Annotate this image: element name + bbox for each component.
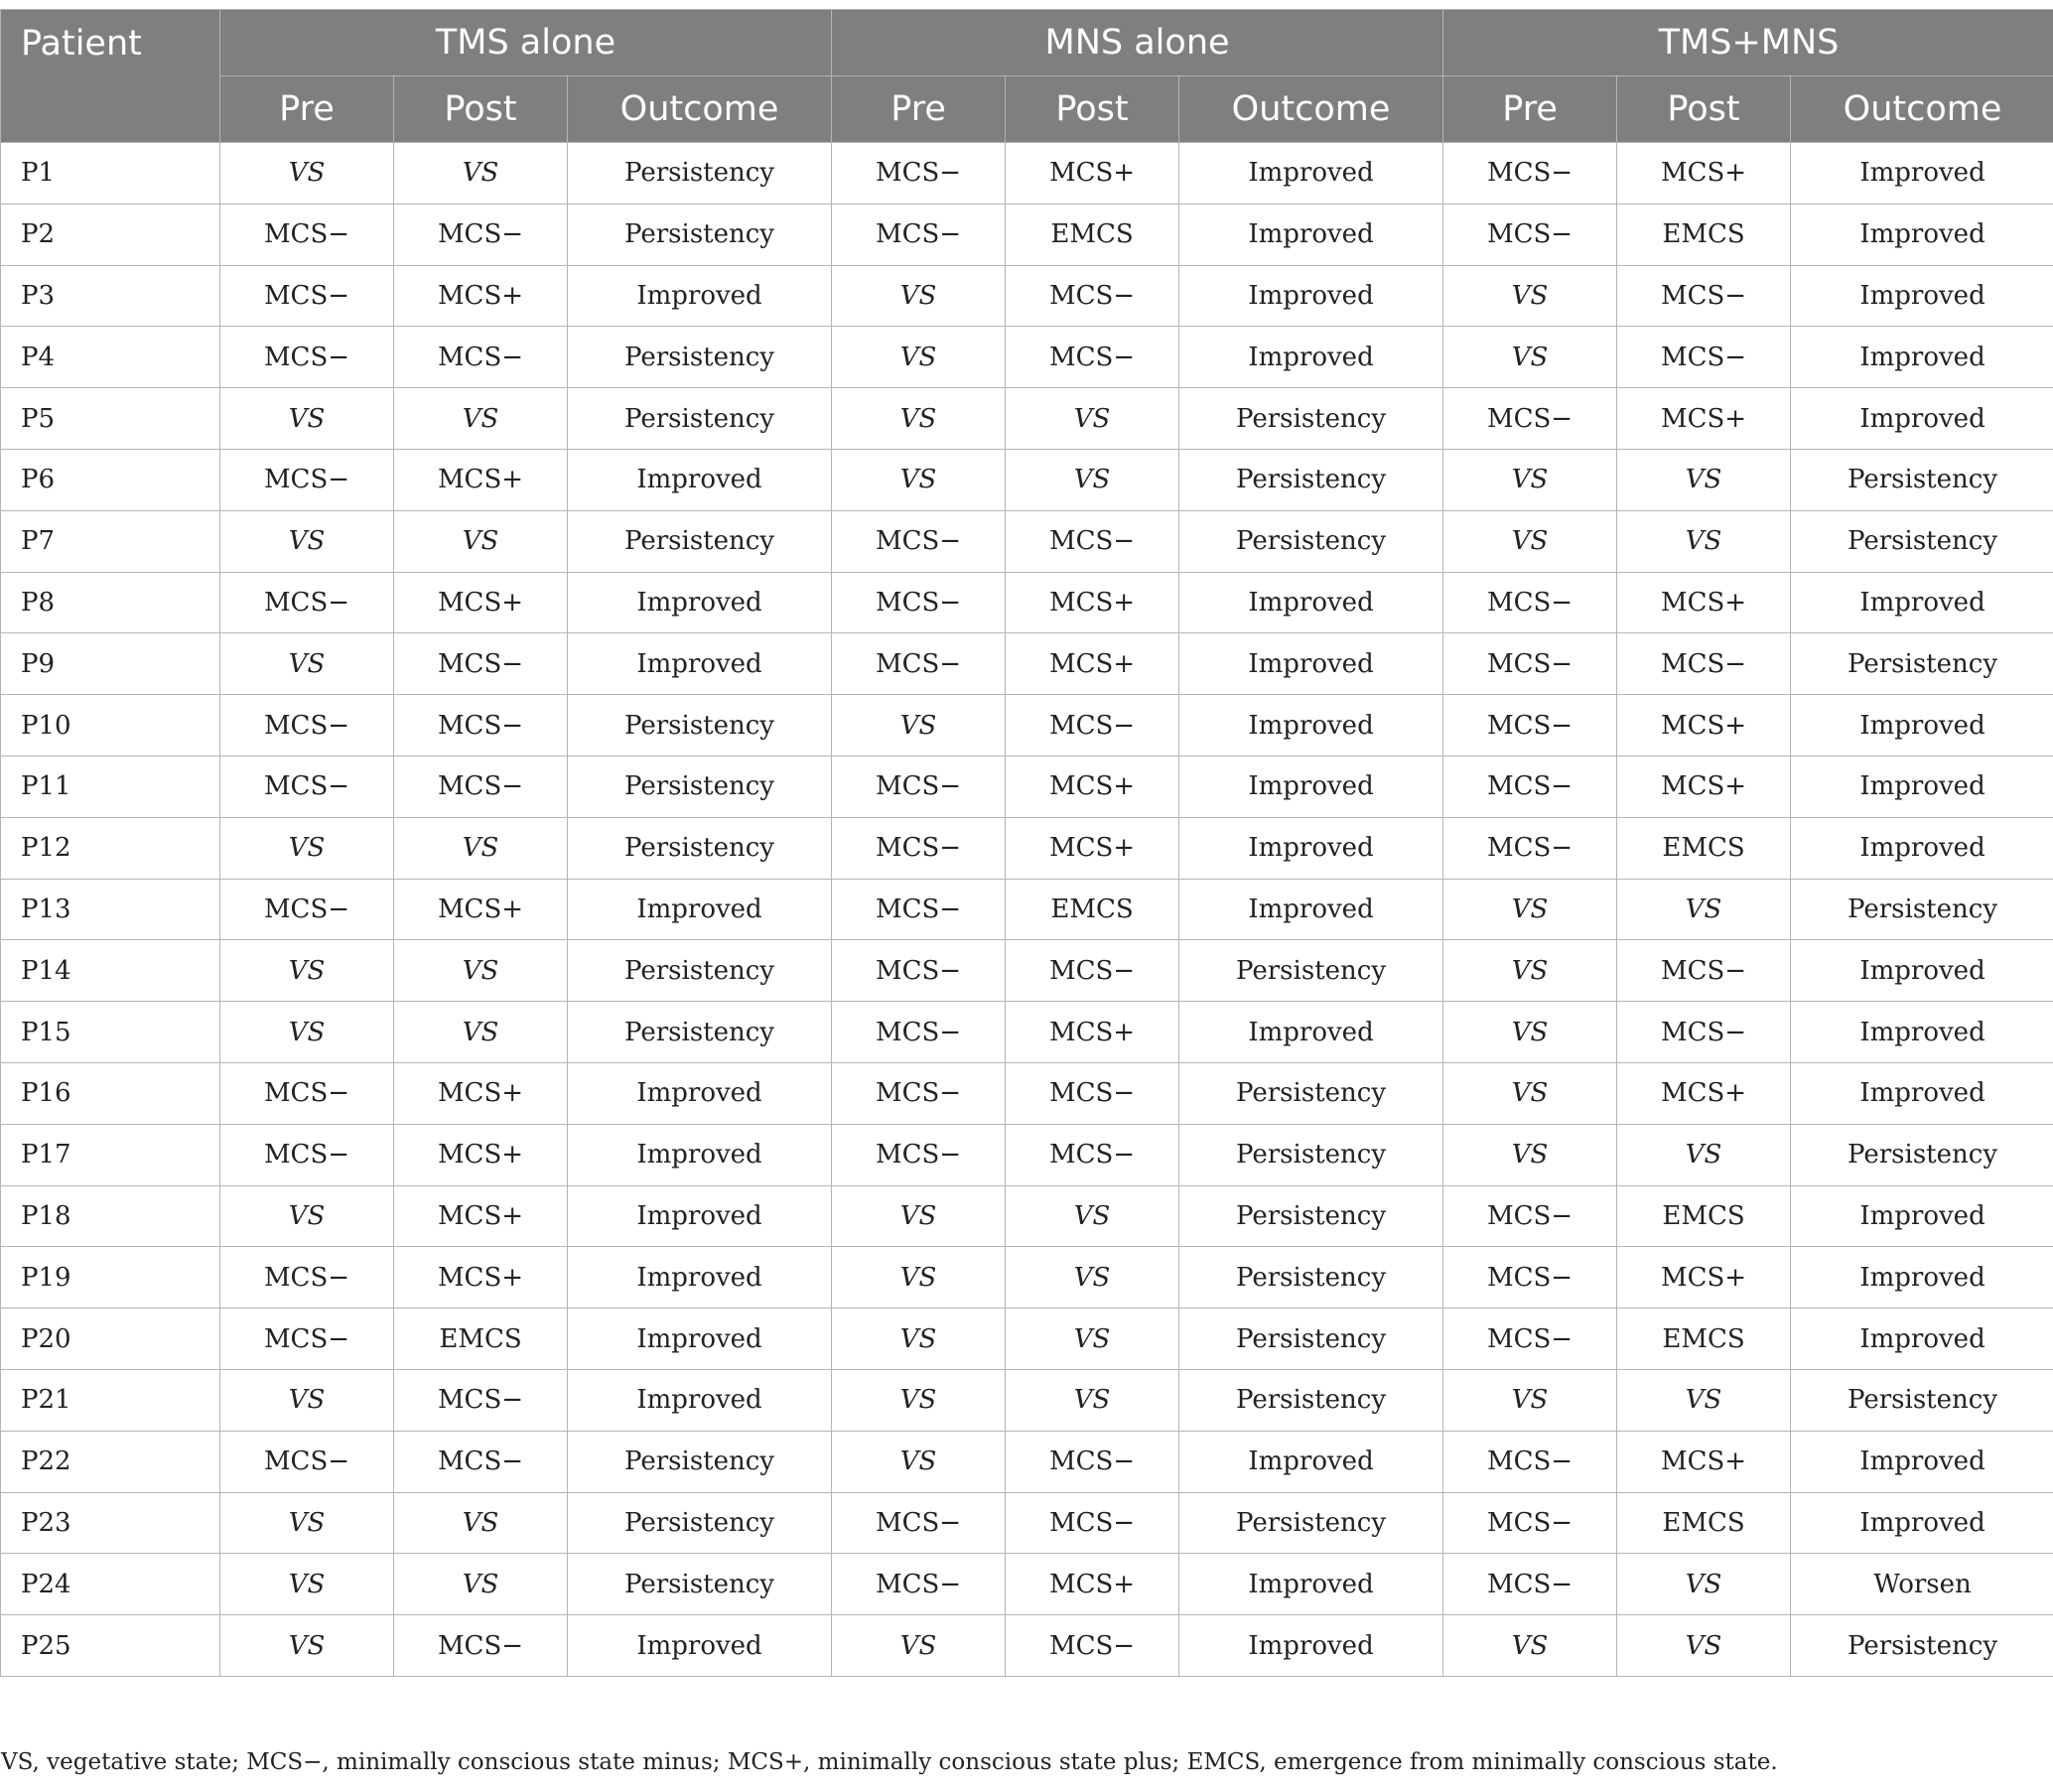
patient-id-cell: P12 — [1, 817, 220, 879]
state-cell: MCS− — [1443, 1309, 1617, 1370]
table-row — [1, 327, 2053, 388]
table-row — [1, 510, 2053, 572]
outcome-cell: Persistency — [1179, 1185, 1443, 1247]
outcome-cell: Persistency — [568, 143, 832, 205]
state-cell: VS — [394, 510, 568, 572]
state-cell: MCS− — [394, 695, 568, 757]
state-cell: VS — [832, 1615, 1006, 1677]
state-cell: VS — [220, 940, 394, 1002]
state-cell: MCS− — [1617, 265, 1791, 327]
patient-id-cell: P25 — [1, 1615, 220, 1677]
state-cell: MCS+ — [394, 1185, 568, 1247]
patient-id-cell: P23 — [1, 1492, 220, 1554]
state-cell: VS — [1443, 1124, 1617, 1185]
outcome-cell: Persistency — [568, 695, 832, 757]
patient-id-cell: P21 — [1, 1369, 220, 1431]
outcome-cell: Improved — [1791, 940, 2053, 1002]
table-row — [1, 1185, 2053, 1247]
state-cell: MCS+ — [1006, 817, 1179, 879]
outcome-cell: Improved — [1791, 1309, 2053, 1370]
outcome-cell: Persistency — [1791, 633, 2053, 695]
outcome-cell: Persistency — [1791, 1369, 2053, 1431]
outcome-cell: Improved — [1791, 327, 2053, 388]
state-cell: VS — [832, 1309, 1006, 1370]
state-cell: VS — [1617, 510, 1791, 572]
state-cell: VS — [832, 1431, 1006, 1492]
header-outcome: Outcome — [1179, 76, 1443, 143]
outcome-cell: Improved — [568, 1185, 832, 1247]
outcome-cell: Improved — [1179, 817, 1443, 879]
state-cell: MCS− — [1006, 1492, 1179, 1554]
state-cell: VS — [1617, 449, 1791, 510]
outcome-cell: Improved — [1791, 1002, 2053, 1063]
outcome-cell: Improved — [568, 1124, 832, 1185]
state-cell: MCS− — [394, 1369, 568, 1431]
outcome-cell: Persistency — [568, 327, 832, 388]
outcome-cell: Improved — [1179, 143, 1443, 205]
state-cell: VS — [832, 1369, 1006, 1431]
outcome-cell: Improved — [1179, 756, 1443, 817]
table-row — [1, 940, 2053, 1002]
outcome-cell: Improved — [1179, 1554, 1443, 1615]
state-cell: VS — [220, 1185, 394, 1247]
state-cell: VS — [394, 1002, 568, 1063]
outcome-cell: Improved — [568, 1615, 832, 1677]
state-cell: VS — [1443, 1615, 1617, 1677]
state-cell: MCS+ — [394, 449, 568, 510]
data-table — [0, 9, 2053, 1677]
outcome-cell: Improved — [1791, 1431, 2053, 1492]
table-row — [1, 1247, 2053, 1309]
outcome-cell: Improved — [1791, 817, 2053, 879]
state-cell: VS — [220, 1002, 394, 1063]
header-patient: Patient — [1, 10, 220, 143]
patient-id-cell: P13 — [1, 879, 220, 940]
state-cell: EMCS — [1006, 204, 1179, 265]
table-row — [1, 1062, 2053, 1124]
patient-id-cell: P24 — [1, 1554, 220, 1615]
state-cell: MCS− — [1617, 633, 1791, 695]
state-cell: EMCS — [1617, 1185, 1791, 1247]
state-cell: MCS− — [220, 1062, 394, 1124]
state-cell: MCS− — [1443, 1554, 1617, 1615]
state-cell: VS — [1006, 388, 1179, 450]
outcome-cell: Persistency — [568, 817, 832, 879]
state-cell: VS — [832, 1185, 1006, 1247]
outcome-cell: Persistency — [1791, 510, 2053, 572]
outcome-cell: Persistency — [568, 1554, 832, 1615]
table-row — [1, 265, 2053, 327]
state-cell: MCS− — [832, 1554, 1006, 1615]
outcome-cell: Persistency — [1179, 1124, 1443, 1185]
outcome-cell: Improved — [1791, 204, 2053, 265]
patient-id-cell: P18 — [1, 1185, 220, 1247]
state-cell: VS — [394, 940, 568, 1002]
state-cell: VS — [1006, 1185, 1179, 1247]
header-pre: Pre — [832, 76, 1006, 143]
state-cell: MCS− — [1443, 1247, 1617, 1309]
outcome-cell: Improved — [1179, 1002, 1443, 1063]
outcome-cell: Persistency — [1179, 1309, 1443, 1370]
state-cell: VS — [1617, 1369, 1791, 1431]
state-cell: MCS+ — [1006, 572, 1179, 633]
outcome-cell: Improved — [568, 1062, 832, 1124]
state-cell: MCS− — [832, 204, 1006, 265]
state-cell: VS — [1006, 449, 1179, 510]
state-cell: VS — [394, 388, 568, 450]
outcome-cell: Improved — [568, 1247, 832, 1309]
outcome-cell: Improved — [1791, 265, 2053, 327]
table-row — [1, 756, 2053, 817]
outcome-cell: Improved — [568, 879, 832, 940]
header-sub-row — [1, 76, 2053, 143]
state-cell: VS — [220, 388, 394, 450]
state-cell: VS — [220, 1369, 394, 1431]
state-cell: MCS− — [220, 327, 394, 388]
state-cell: VS — [220, 1615, 394, 1677]
state-cell: VS — [394, 1492, 568, 1554]
state-cell: MCS+ — [1617, 695, 1791, 757]
state-cell: MCS+ — [1006, 756, 1179, 817]
outcome-cell: Persistency — [1179, 449, 1443, 510]
patient-id-cell: P5 — [1, 388, 220, 450]
state-cell: MCS− — [832, 817, 1006, 879]
outcome-cell: Persistency — [1179, 1492, 1443, 1554]
state-cell: MCS− — [1443, 204, 1617, 265]
state-cell: MCS− — [832, 143, 1006, 205]
state-cell: VS — [832, 695, 1006, 757]
patient-id-cell: P10 — [1, 695, 220, 757]
table-row — [1, 204, 2053, 265]
state-cell: VS — [832, 265, 1006, 327]
outcome-cell: Improved — [1179, 633, 1443, 695]
state-cell: EMCS — [1006, 879, 1179, 940]
state-cell: MCS− — [220, 265, 394, 327]
state-cell: MCS− — [220, 695, 394, 757]
state-cell: MCS− — [832, 633, 1006, 695]
state-cell: MCS− — [1443, 1492, 1617, 1554]
state-cell: MCS− — [1006, 1431, 1179, 1492]
header-post: Post — [394, 76, 568, 143]
state-cell: VS — [220, 633, 394, 695]
outcome-cell: Improved — [1791, 1247, 2053, 1309]
outcome-cell: Persistency — [1179, 1062, 1443, 1124]
table-row — [1, 572, 2053, 633]
state-cell: MCS− — [1006, 1615, 1179, 1677]
patient-id-cell: P7 — [1, 510, 220, 572]
state-cell: VS — [1443, 265, 1617, 327]
state-cell: VS — [1443, 879, 1617, 940]
table-row — [1, 449, 2053, 510]
state-cell: MCS− — [1617, 940, 1791, 1002]
state-cell: VS — [832, 388, 1006, 450]
state-cell: VS — [394, 817, 568, 879]
state-cell: MCS+ — [1617, 756, 1791, 817]
state-cell: VS — [1617, 1615, 1791, 1677]
outcome-cell: Persistency — [568, 1431, 832, 1492]
state-cell: VS — [220, 143, 394, 205]
patient-id-cell: P19 — [1, 1247, 220, 1309]
patient-id-cell: P6 — [1, 449, 220, 510]
patient-id-cell: P17 — [1, 1124, 220, 1185]
header-group-tms-mns: TMS+MNS — [1443, 10, 2053, 76]
header-post: Post — [1617, 76, 1791, 143]
outcome-cell: Persistency — [1179, 388, 1443, 450]
outcome-cell: Persistency — [1179, 1369, 1443, 1431]
state-cell: MCS− — [1443, 1185, 1617, 1247]
state-cell: MCS− — [394, 633, 568, 695]
state-cell: MCS− — [832, 940, 1006, 1002]
outcome-cell: Improved — [1179, 327, 1443, 388]
state-cell: EMCS — [1617, 1492, 1791, 1554]
outcome-cell: Persistency — [1179, 1247, 1443, 1309]
state-cell: VS — [1006, 1309, 1179, 1370]
state-cell: MCS− — [832, 1492, 1006, 1554]
state-cell: MCS− — [394, 204, 568, 265]
patient-id-cell: P3 — [1, 265, 220, 327]
state-cell: VS — [1006, 1247, 1179, 1309]
outcome-cell: Improved — [1791, 1185, 2053, 1247]
state-cell: MCS− — [220, 1431, 394, 1492]
table-row — [1, 388, 2053, 450]
state-cell: MCS− — [1006, 510, 1179, 572]
table-row — [1, 1369, 2053, 1431]
table-row — [1, 817, 2053, 879]
table-row — [1, 1554, 2053, 1615]
outcome-cell: Improved — [1179, 695, 1443, 757]
state-cell: MCS− — [1006, 265, 1179, 327]
state-cell: VS — [832, 1247, 1006, 1309]
outcome-cell: Persistency — [568, 510, 832, 572]
table-row — [1, 143, 2053, 205]
outcome-cell: Improved — [1791, 756, 2053, 817]
state-cell: MCS− — [1617, 1002, 1791, 1063]
table-row — [1, 1615, 2053, 1677]
state-cell: MCS+ — [394, 1062, 568, 1124]
state-cell: VS — [1006, 1369, 1179, 1431]
state-cell: VS — [220, 1492, 394, 1554]
patient-id-cell: P15 — [1, 1002, 220, 1063]
table-row — [1, 1309, 2053, 1370]
state-cell: MCS− — [220, 1124, 394, 1185]
state-cell: VS — [1443, 327, 1617, 388]
state-cell: MCS− — [1443, 695, 1617, 757]
state-cell: EMCS — [1617, 817, 1791, 879]
table-body — [1, 143, 2053, 1677]
outcome-cell: Persistency — [1791, 1615, 2053, 1677]
outcome-cell: Persistency — [1791, 879, 2053, 940]
state-cell: MCS− — [1443, 572, 1617, 633]
outcome-cell: Improved — [1791, 695, 2053, 757]
state-cell: MCS− — [1443, 633, 1617, 695]
state-cell: MCS− — [1006, 327, 1179, 388]
patient-id-cell: P20 — [1, 1309, 220, 1370]
outcome-cell: Improved — [568, 572, 832, 633]
state-cell: MCS− — [832, 879, 1006, 940]
patient-id-cell: P16 — [1, 1062, 220, 1124]
table-row — [1, 1492, 2053, 1554]
state-cell: MCS− — [1617, 327, 1791, 388]
header-outcome: Outcome — [568, 76, 832, 143]
state-cell: MCS+ — [1006, 143, 1179, 205]
state-cell: MCS− — [1006, 695, 1179, 757]
outcome-cell: Improved — [568, 449, 832, 510]
state-cell: MCS− — [220, 204, 394, 265]
state-cell: MCS+ — [1617, 572, 1791, 633]
state-cell: VS — [1443, 1062, 1617, 1124]
header-group-row — [1, 10, 2053, 76]
outcome-cell: Persistency — [1179, 510, 1443, 572]
outcome-cell: Improved — [1791, 1062, 2053, 1124]
patient-id-cell: P9 — [1, 633, 220, 695]
state-cell: MCS− — [832, 1002, 1006, 1063]
state-cell: MCS− — [832, 1124, 1006, 1185]
state-cell: MCS+ — [1617, 143, 1791, 205]
outcome-cell: Improved — [1179, 204, 1443, 265]
state-cell: MCS+ — [394, 265, 568, 327]
state-cell: MCS+ — [394, 1124, 568, 1185]
table-row — [1, 1002, 2053, 1063]
state-cell: VS — [1443, 940, 1617, 1002]
outcome-cell: Persistency — [568, 940, 832, 1002]
outcome-cell: Improved — [1791, 143, 2053, 205]
state-cell: VS — [394, 1554, 568, 1615]
state-cell: MCS− — [220, 756, 394, 817]
state-cell: VS — [394, 143, 568, 205]
table-header — [1, 10, 2053, 143]
outcome-cell: Improved — [1179, 1431, 1443, 1492]
state-cell: MCS− — [832, 572, 1006, 633]
header-post: Post — [1006, 76, 1179, 143]
state-cell: VS — [1443, 1369, 1617, 1431]
patient-id-cell: P1 — [1, 143, 220, 205]
state-cell: EMCS — [1617, 1309, 1791, 1370]
patient-id-cell: P14 — [1, 940, 220, 1002]
state-cell: MCS− — [1443, 1431, 1617, 1492]
outcome-cell: Improved — [1179, 572, 1443, 633]
outcome-cell: Persistency — [1791, 1124, 2053, 1185]
outcome-cell: Improved — [1791, 572, 2053, 633]
outcome-cell: Improved — [1179, 265, 1443, 327]
state-cell: VS — [1617, 1554, 1791, 1615]
state-cell: MCS− — [832, 510, 1006, 572]
state-cell: EMCS — [394, 1309, 568, 1370]
state-cell: MCS+ — [1617, 1062, 1791, 1124]
state-cell: MCS− — [832, 756, 1006, 817]
state-cell: MCS+ — [394, 879, 568, 940]
state-cell: MCS− — [1006, 940, 1179, 1002]
table-row — [1, 695, 2053, 757]
state-cell: MCS− — [220, 1309, 394, 1370]
state-cell: MCS+ — [1006, 633, 1179, 695]
outcome-cell: Persistency — [568, 1492, 832, 1554]
header-outcome: Outcome — [1791, 76, 2053, 143]
outcome-cell: Persistency — [1179, 940, 1443, 1002]
state-cell: VS — [1617, 1124, 1791, 1185]
header-group-mns: MNS alone — [832, 10, 1443, 76]
state-cell: MCS− — [220, 1247, 394, 1309]
state-cell: MCS− — [394, 327, 568, 388]
state-cell: VS — [1443, 1002, 1617, 1063]
table-row — [1, 1431, 2053, 1492]
state-cell: MCS− — [394, 1431, 568, 1492]
header-group-tms: TMS alone — [220, 10, 832, 76]
outcome-cell: Improved — [1791, 388, 2053, 450]
table-footnote: VS, vegetative state; MCS−, minimally conscious state minus; MCS+, minimally conscious state plus; EMCS, emergence from minimally conscious state. — [1, 1749, 1778, 1775]
outcome-cell: Improved — [568, 265, 832, 327]
outcome-cell: Improved — [568, 1369, 832, 1431]
state-cell: VS — [1617, 879, 1791, 940]
header-pre: Pre — [1443, 76, 1617, 143]
state-cell: MCS− — [220, 449, 394, 510]
header-pre: Pre — [220, 76, 394, 143]
outcome-cell: Improved — [568, 1309, 832, 1370]
outcome-cell: Persistency — [1791, 449, 2053, 510]
state-cell: MCS− — [394, 1615, 568, 1677]
outcome-cell: Improved — [1791, 1492, 2053, 1554]
state-cell: MCS− — [1443, 817, 1617, 879]
outcome-cell: Persistency — [568, 388, 832, 450]
patient-id-cell: P11 — [1, 756, 220, 817]
state-cell: EMCS — [1617, 204, 1791, 265]
patient-id-cell: P22 — [1, 1431, 220, 1492]
patient-id-cell: P4 — [1, 327, 220, 388]
state-cell: MCS− — [1006, 1124, 1179, 1185]
state-cell: VS — [220, 1554, 394, 1615]
state-cell: MCS+ — [1006, 1554, 1179, 1615]
state-cell: VS — [1443, 510, 1617, 572]
outcome-cell: Persistency — [568, 1002, 832, 1063]
state-cell: VS — [832, 327, 1006, 388]
state-cell: MCS− — [1006, 1062, 1179, 1124]
state-cell: MCS− — [220, 879, 394, 940]
table-row — [1, 1124, 2053, 1185]
outcome-cell: Improved — [1179, 1615, 1443, 1677]
outcome-cell: Persistency — [568, 756, 832, 817]
state-cell: VS — [1443, 449, 1617, 510]
state-cell: VS — [220, 817, 394, 879]
state-cell: MCS+ — [394, 1247, 568, 1309]
outcome-cell: Improved — [1179, 879, 1443, 940]
state-cell: MCS+ — [1617, 388, 1791, 450]
state-cell: MCS− — [394, 756, 568, 817]
state-cell: VS — [832, 449, 1006, 510]
state-cell: MCS− — [1443, 756, 1617, 817]
state-cell: VS — [220, 510, 394, 572]
state-cell: MCS− — [220, 572, 394, 633]
patient-id-cell: P2 — [1, 204, 220, 265]
state-cell: MCS− — [832, 1062, 1006, 1124]
outcome-cell: Improved — [568, 633, 832, 695]
table-row — [1, 633, 2053, 695]
outcome-cell: Worsen — [1791, 1554, 2053, 1615]
table-row — [1, 879, 2053, 940]
patient-id-cell: P8 — [1, 572, 220, 633]
state-cell: MCS− — [1443, 143, 1617, 205]
state-cell: MCS+ — [1617, 1431, 1791, 1492]
state-cell: MCS+ — [394, 572, 568, 633]
state-cell: MCS− — [1443, 388, 1617, 450]
outcome-cell: Persistency — [568, 204, 832, 265]
state-cell: MCS+ — [1617, 1247, 1791, 1309]
state-cell: MCS+ — [1006, 1002, 1179, 1063]
